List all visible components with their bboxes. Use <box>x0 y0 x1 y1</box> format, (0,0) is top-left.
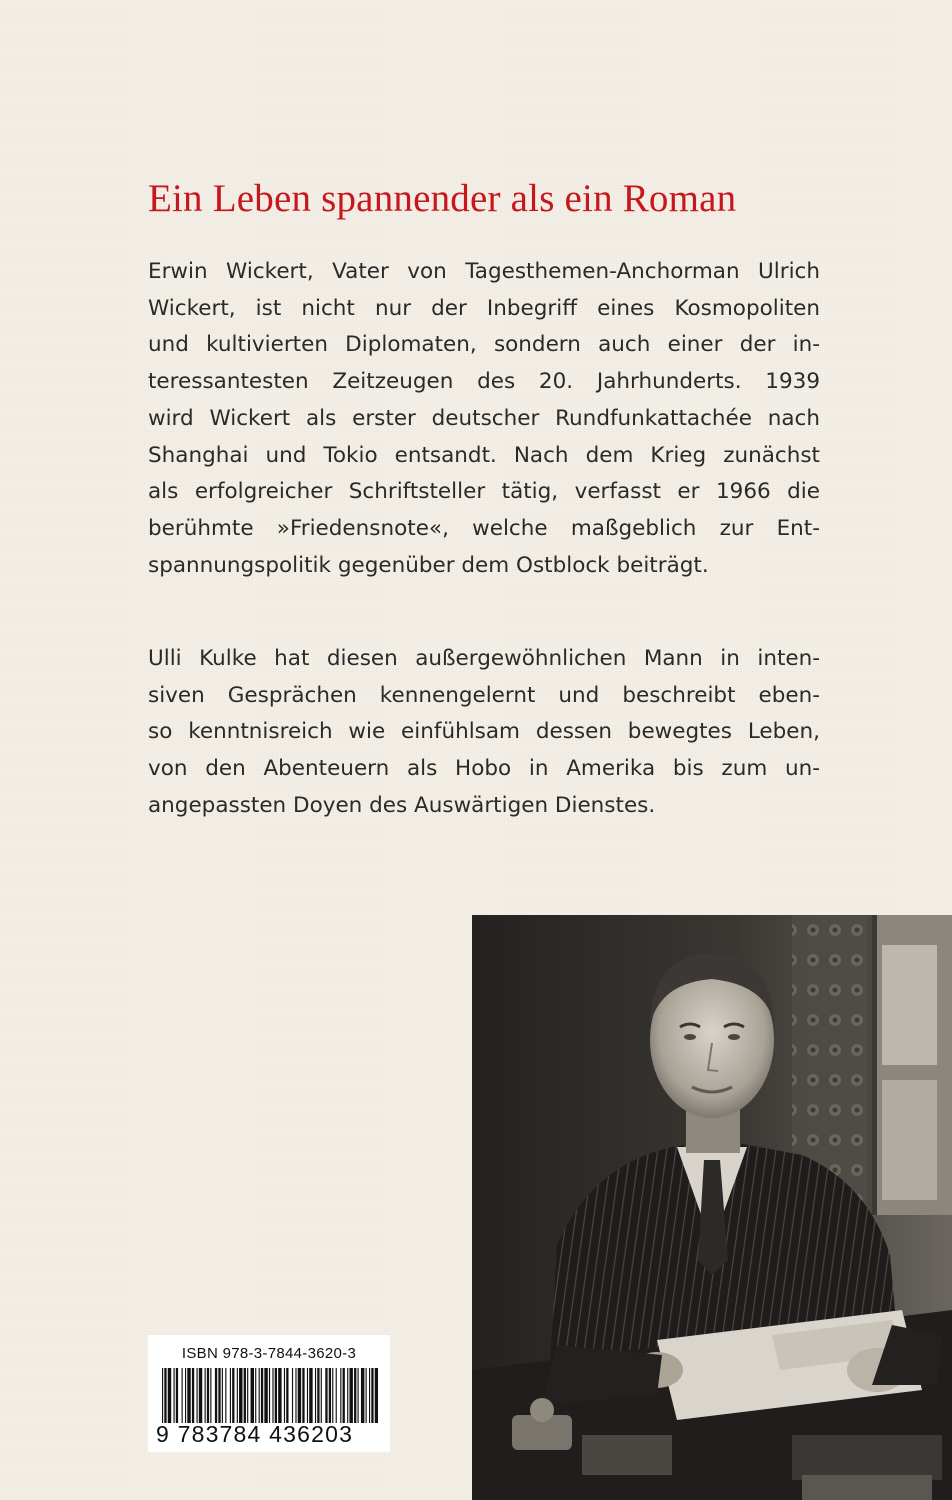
barcode-bar <box>309 1368 312 1423</box>
barcode-box <box>148 1335 390 1452</box>
barcode-bar <box>197 1368 198 1423</box>
barcode-bar <box>354 1368 356 1423</box>
barcode-bar <box>215 1368 217 1423</box>
barcode-bar <box>207 1368 209 1423</box>
text-line: Erwin Wickert, Vater von Tagesthemen-Anchorman Ulrich <box>148 259 820 284</box>
barcode-bar <box>361 1368 364 1423</box>
barcode-bar <box>174 1368 175 1423</box>
author-photo <box>472 915 952 1500</box>
barcode-bar <box>168 1368 171 1423</box>
barcode-bars <box>160 1368 378 1423</box>
barcode-bar <box>302 1368 304 1423</box>
barcode-bar <box>162 1368 163 1423</box>
barcode-bar <box>375 1368 378 1423</box>
text-line: so kenntnisreich wie einfühlsam dessen bewegtes Leben, <box>148 719 820 745</box>
barcode-bar <box>222 1368 223 1423</box>
barcode-bar <box>343 1368 345 1423</box>
barcode-bar <box>192 1368 194 1423</box>
barcode-bar <box>286 1368 288 1423</box>
barcode-bar <box>349 1368 352 1423</box>
barcode-bar <box>269 1368 270 1423</box>
barcode-bar <box>325 1368 327 1423</box>
text-line: Ulli Kulke hat diesen außergewöhnlichen Mann in inten- <box>148 646 820 671</box>
barcode-bar <box>366 1368 367 1423</box>
barcode-bar <box>176 1368 178 1423</box>
barcode-bar <box>185 1368 186 1423</box>
barcode-bar <box>259 1368 260 1423</box>
barcode-bar <box>329 1368 331 1423</box>
barcode-bar <box>332 1368 333 1423</box>
barcode-bar <box>369 1368 370 1423</box>
isbn-label: ISBN 978-3-7844-3620-3 <box>181 1345 357 1362</box>
barcode-bar <box>251 1368 254 1423</box>
barcode-bar <box>205 1368 206 1423</box>
barcode-bar <box>164 1368 166 1423</box>
barcode-bar <box>232 1368 234 1423</box>
barcode-bar <box>187 1368 190 1423</box>
barcode-bar <box>210 1368 211 1423</box>
barcode-bar <box>218 1368 220 1423</box>
barcode-bar <box>298 1368 301 1423</box>
barcode-bar <box>307 1368 308 1423</box>
text-line: von den Abenteuern als Hobo in Amerika bis zum un- <box>148 756 820 782</box>
text-line: und kultivierten Diplomaten, sondern auch einer der in- <box>148 332 820 358</box>
barcode-bar <box>317 1368 319 1423</box>
barcode-bar <box>199 1368 202 1423</box>
barcode-bar <box>244 1368 246 1423</box>
barcode-bar <box>278 1368 281 1423</box>
barcode-bar <box>315 1368 316 1423</box>
barcode-bar <box>295 1368 296 1423</box>
barcode-bar <box>264 1368 267 1423</box>
barcode-bar <box>284 1368 285 1423</box>
barcode-bar <box>340 1368 341 1423</box>
text-line: teressantesten Zeitzeugen des 20. Jahrhunderts. 1939 <box>148 369 820 395</box>
barcode-bar <box>371 1368 373 1423</box>
text-line: spannungspolitik gegenüber dem Ostblock beiträgt. <box>148 552 709 578</box>
headline: Ein Leben spannender als ein Roman <box>148 177 737 220</box>
barcode-bar <box>336 1368 337 1423</box>
barcode-digits: 9 783784 436203 <box>156 1421 354 1447</box>
text-line: berühmte »Friedensnote«, welche maßgeblich zur Ent- <box>148 515 820 541</box>
barcode-bar <box>347 1368 348 1423</box>
text-line: als erfolgreicher Schriftsteller tätig, verfasst er 1966 die <box>148 479 820 505</box>
text-line: angepassten Doyen des Auswärtigen Dienstes. <box>148 792 656 818</box>
barcode-bar <box>358 1368 359 1423</box>
blurb-paragraph-2 <box>148 641 820 825</box>
barcode-bar <box>225 1368 226 1423</box>
barcode-bar <box>182 1368 183 1423</box>
barcode-bar <box>321 1368 322 1423</box>
photo-illustration <box>472 915 952 1500</box>
barcode-bar <box>239 1368 242 1423</box>
barcode-bar <box>275 1368 277 1423</box>
text-line: siven Gesprächen kennengelernt und beschreibt eben- <box>148 682 820 708</box>
text-line: Wickert, ist nicht nur der Inbegriff eines Kosmopoliten <box>148 295 820 321</box>
barcode-bar <box>272 1368 273 1423</box>
barcode-bar <box>247 1368 248 1423</box>
barcode-bar <box>292 1368 293 1423</box>
barcode-bar <box>255 1368 256 1423</box>
text-line: Shanghai und Tokio entsandt. Nach dem Krieg zunächst <box>148 442 820 468</box>
barcode-bar <box>230 1368 231 1423</box>
barcode-bar <box>261 1368 263 1423</box>
blurb-paragraph-1 <box>148 254 820 584</box>
barcode-bar <box>237 1368 238 1423</box>
text-line: wird Wickert als erster deutscher Rundfunkattachée nach <box>148 405 820 431</box>
